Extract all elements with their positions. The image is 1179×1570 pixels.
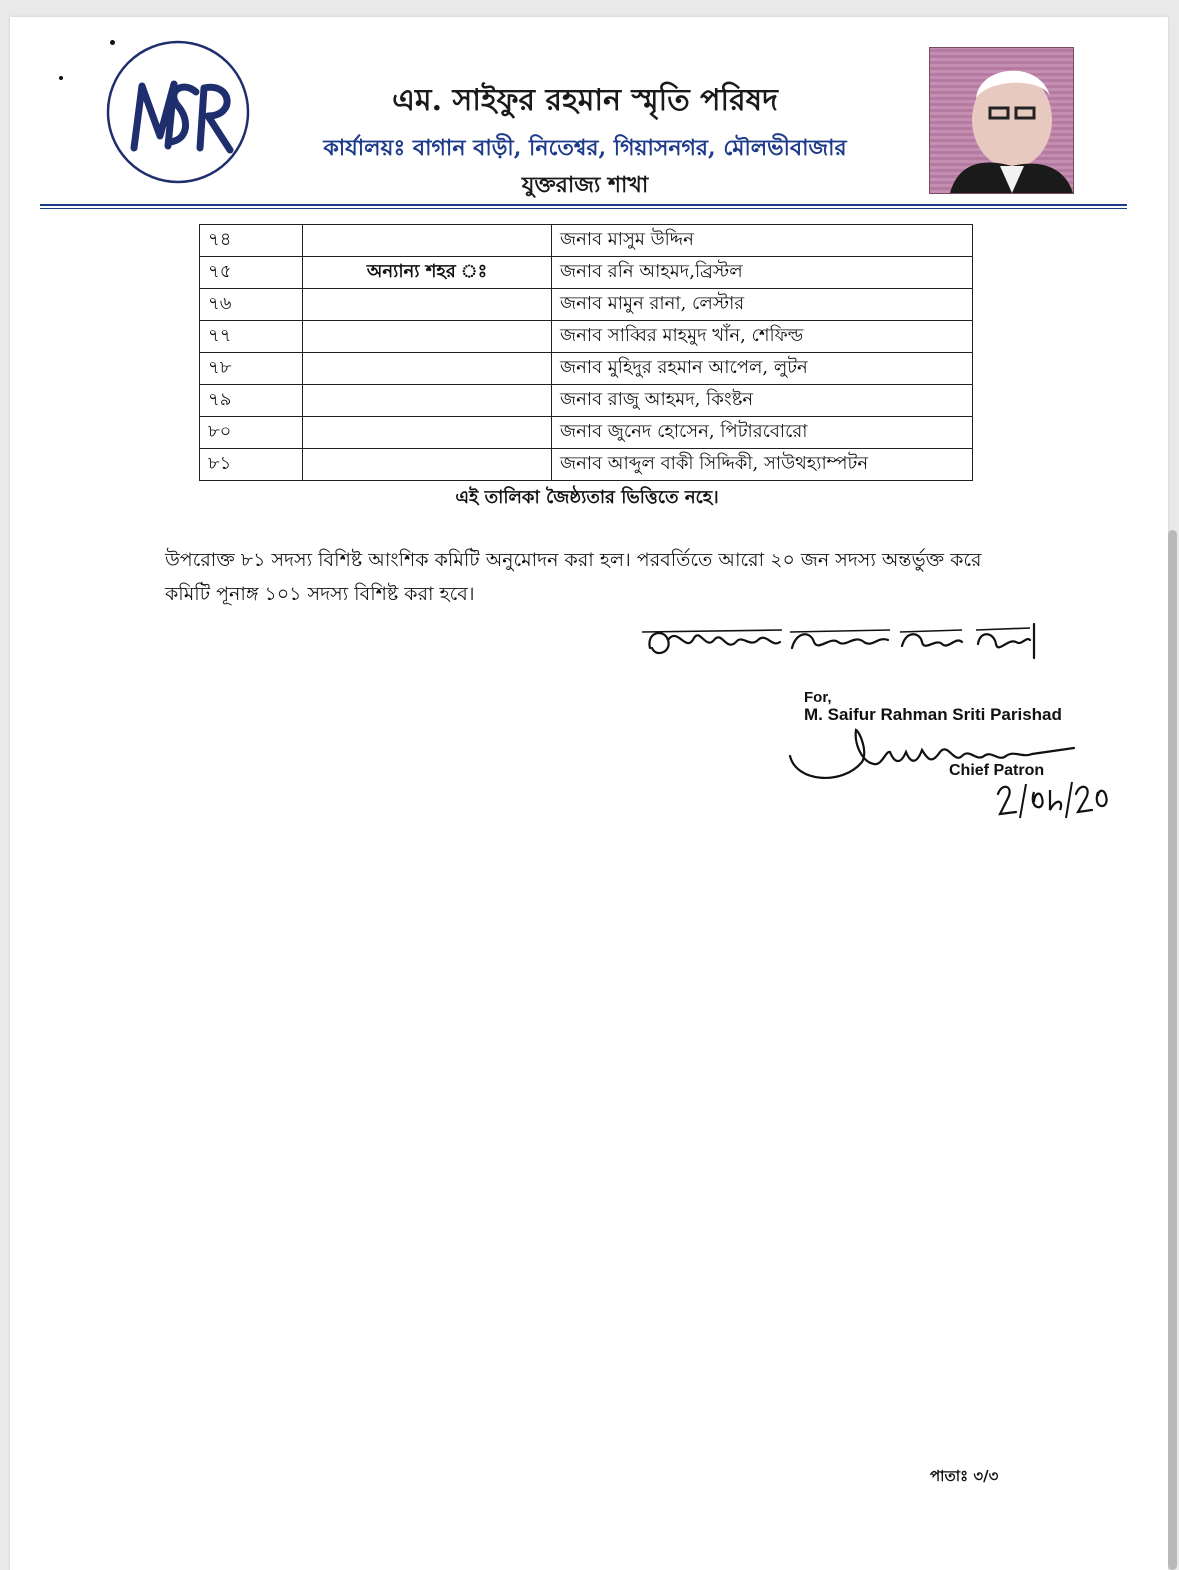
signatory-role: Chief Patron [949, 762, 1045, 779]
member-name-cell: জনাব রাজু আহমদ, কিংষ্টন [552, 385, 973, 417]
table-row [200, 353, 973, 385]
member-name-cell: জনাব রনি আহমদ,ব্রিস্টল [552, 257, 973, 289]
approval-paragraph: উপরোক্ত ৮১ সদস্য বিশিষ্ট আংশিক কমিটি অনুমোদন করা হল। পরবর্তিতে আরো ২০ জন সদস্য অন্তর্ভুক্ত করে কমিটি পূনাঙ্গ ১০১ সদস্য বিশিষ্ট করা হবে। [165, 549, 982, 605]
member-name-cell: জনাব মামুন রানা, লেস্টার [552, 289, 973, 321]
serial-number-cell: ৮১ [200, 449, 303, 481]
city-group-cell [303, 353, 552, 385]
signatory-organization: M. Saifur Rahman Sriti Parishad [804, 705, 1062, 724]
serial-number-cell: ৭৯ [200, 385, 303, 417]
page-number: পাতাঃ ৩/৩ [930, 1467, 999, 1485]
organization-title: এম. সাইফুর রহমান স্মৃতি পরিষদ [392, 83, 778, 118]
header-divider [40, 204, 1127, 206]
handwritten-approval-note [642, 618, 1042, 666]
portrait-photo [929, 47, 1074, 194]
serial-number-cell: ৭৮ [200, 353, 303, 385]
table-row [200, 321, 973, 353]
member-name-cell: জনাব মাসুম উদ্দিন [552, 225, 973, 257]
header-divider [40, 208, 1127, 209]
table-row [200, 417, 973, 449]
speck-mark [59, 76, 63, 80]
member-name-cell: জনাব মুহিদুর রহমান আপেল, লুটন [552, 353, 973, 385]
table-note: এই তালিকা জৈষ্ঠ্যতার ভিত্তিতে নহে। [455, 487, 719, 508]
member-name-cell: জনাব সাব্বির মাহমুদ খাঁন, শেফিল্ড [552, 321, 973, 353]
table-row [200, 225, 973, 257]
city-group-cell [303, 449, 552, 481]
members-table [199, 224, 973, 481]
table-row [200, 449, 973, 481]
handwritten-date [994, 780, 1112, 822]
serial-number-cell: ৭৭ [200, 321, 303, 353]
member-name-cell: জনাব আব্দুল বাকী সিদ্দিকী, সাউথহ্যাম্পটন [552, 449, 973, 481]
serial-number-cell: ৮০ [200, 417, 303, 449]
table-row [200, 257, 973, 289]
for-label: For, [804, 689, 832, 706]
city-group-cell [303, 289, 552, 321]
city-group-cell [303, 321, 552, 353]
serial-number-cell: ৭৫ [200, 257, 303, 289]
scrollbar[interactable] [1168, 530, 1177, 1570]
city-group-cell [303, 417, 552, 449]
office-address: কার্যালয়ঃ বাগান বাড়ী, নিতেশ্বর, গিয়াসনগর, মৌলভীবাজার [323, 135, 847, 161]
member-name-cell: জনাব জুনেদ হোসেন, পিটারবোরো [552, 417, 973, 449]
msr-logo [104, 40, 252, 185]
branch-name: যুক্তরাজ্য শাখা [521, 172, 649, 198]
serial-number-cell: ৭৬ [200, 289, 303, 321]
city-group-cell [303, 225, 552, 257]
serial-number-cell: ৭৪ [200, 225, 303, 257]
table-row [200, 385, 973, 417]
city-group-cell [303, 385, 552, 417]
table-row [200, 289, 973, 321]
city-group-cell: অন্যান্য শহর ঃ [303, 257, 552, 289]
